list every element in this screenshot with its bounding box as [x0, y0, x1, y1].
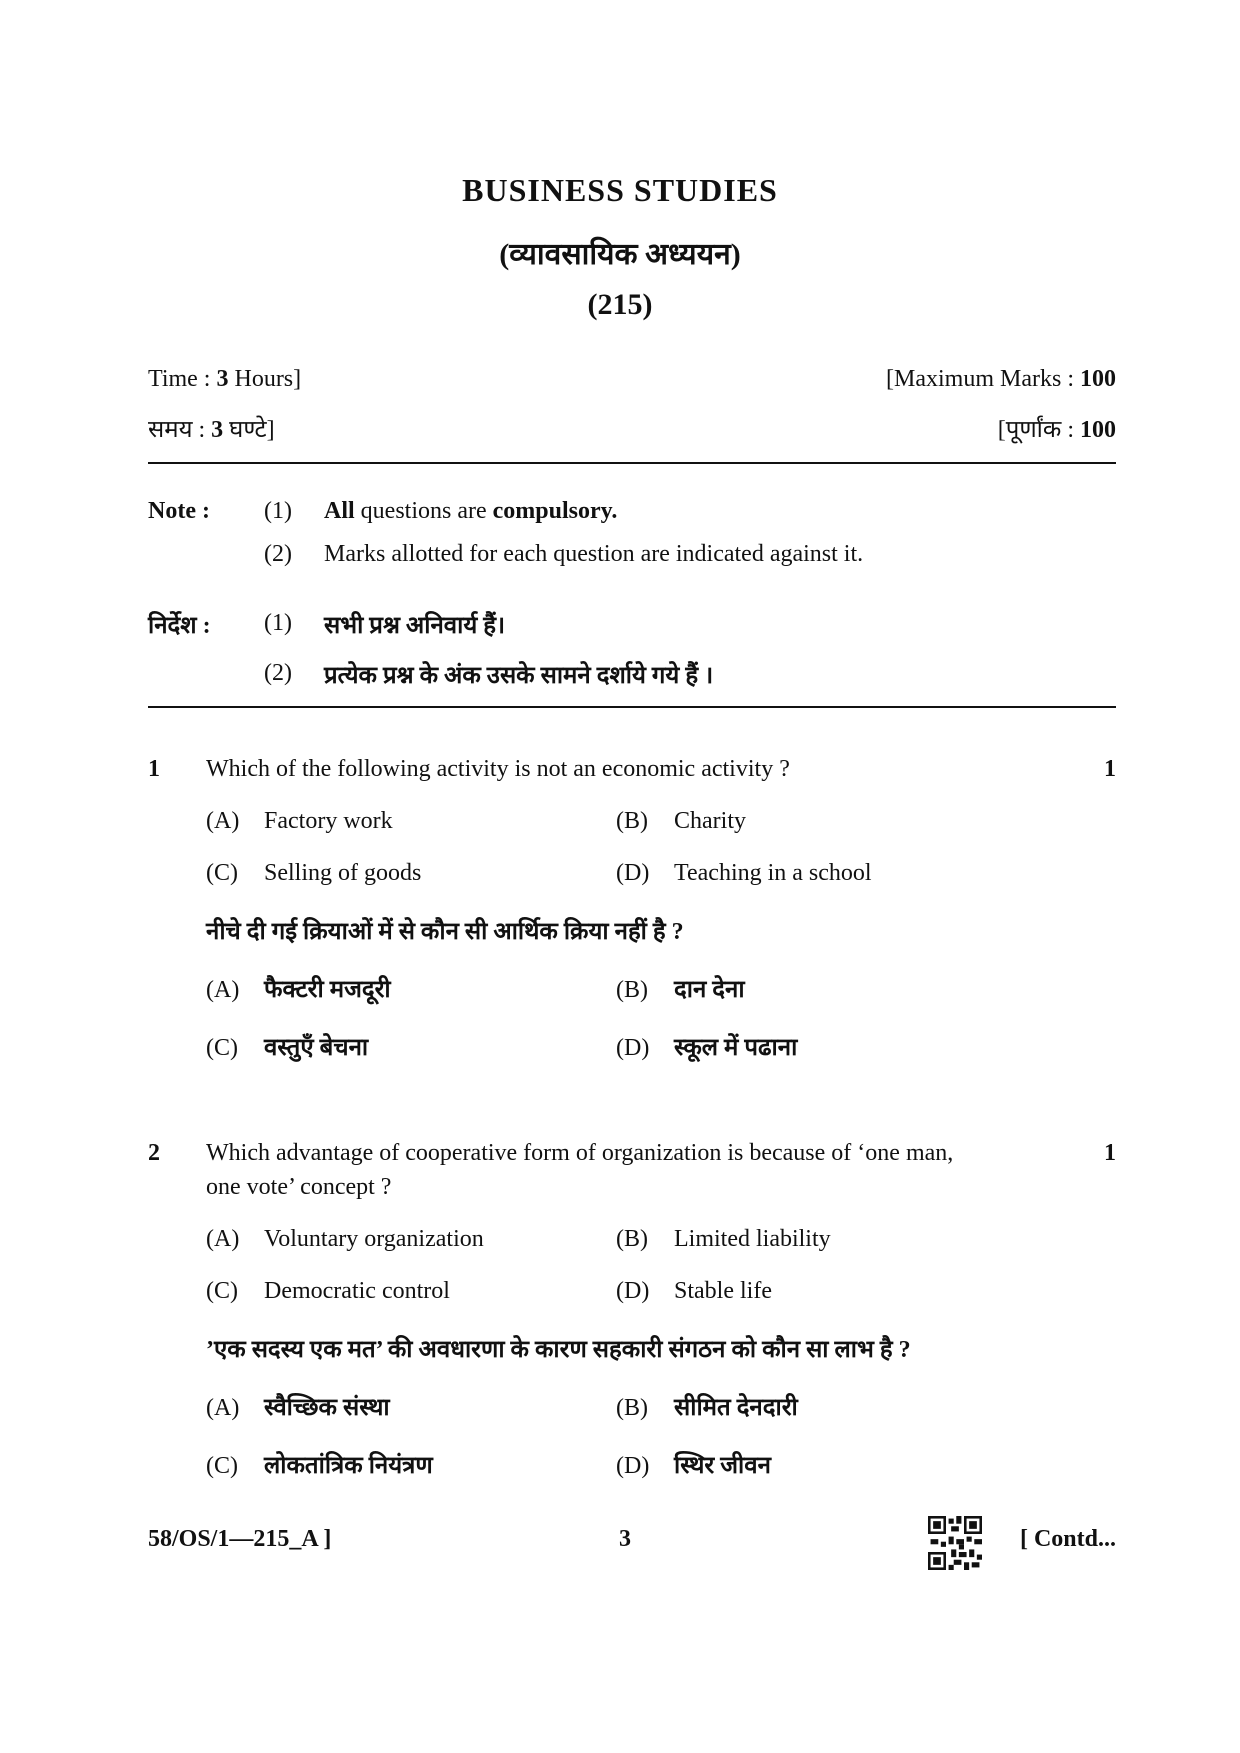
option-d-english: (D) Stable life: [616, 1278, 772, 1304]
note-hi-2-text: प्रत्येक प्रश्न के अंक उसके सामने दर्शाये गये हैं ।: [324, 663, 714, 689]
question-text-english: Which of the following activity is not an economic activity ?: [206, 756, 790, 782]
continued-label: [ Contd...: [1019, 1526, 1116, 1552]
note-label-hindi: निर्देश :: [148, 613, 211, 639]
option-d-hindi: (D) स्कूल में पढाना: [616, 1035, 798, 1061]
option-c-english: (C) Selling of goods: [206, 860, 422, 886]
note-hi-1-number: (1): [264, 610, 292, 636]
option-a-hindi: (A) स्वैच्छिक संस्था: [206, 1395, 390, 1421]
note-hi-2-number: (2): [264, 660, 292, 686]
option-c-hindi: (C) वस्तुएँ बेचना: [206, 1035, 369, 1061]
question-number: 1: [148, 756, 160, 782]
note-2-number: (2): [264, 541, 292, 567]
note-2-text: Marks allotted for each question are indicated against it.: [324, 541, 864, 567]
question-text-english-line-2: one vote’ concept ?: [206, 1174, 392, 1200]
question-number: 2: [148, 1140, 160, 1166]
note-hi-1-text: सभी प्रश्न अनिवार्य हैं।: [324, 613, 506, 639]
option-a-english: (A) Factory work: [206, 808, 393, 834]
note-label-english: Note :: [148, 498, 210, 524]
paper-code: 58/OS/1—215_A ]: [148, 1526, 332, 1552]
option-c-english: (C) Democratic control: [206, 1278, 450, 1304]
divider-notes: [148, 706, 1116, 708]
option-b-english: (B) Charity: [616, 808, 746, 834]
option-b-hindi: (B) दान देना: [616, 977, 745, 1003]
max-marks-english: [Maximum Marks : 100: [886, 366, 1116, 392]
time-hindi: समय : 3 घण्टे]: [148, 417, 275, 443]
question-text-hindi: ’एक सदस्य एक मत’ की अवधारणा के कारण सहकारी संगठन को कौन सा लाभ है ?: [206, 1337, 911, 1363]
option-a-english: (A) Voluntary organization: [206, 1226, 484, 1252]
page-subtitle-hindi: (व्यावसायिक अध्ययन): [499, 238, 741, 271]
note-1-text: All questions are compulsory.: [324, 498, 618, 524]
question-marks: 1: [1104, 756, 1116, 782]
divider-top: [148, 462, 1116, 464]
qr-code-icon: [928, 1516, 982, 1570]
option-d-english: (D) Teaching in a school: [616, 860, 872, 886]
max-marks-hindi: [पूर्णांक : 100: [997, 417, 1116, 443]
option-a-hindi: (A) फैक्टरी मजदूरी: [206, 977, 391, 1003]
page-number: 3: [619, 1526, 631, 1552]
question-text-hindi: नीचे दी गई क्रियाओं में से कौन सी आर्थिक क्रिया नहीं है ?: [206, 919, 684, 945]
option-c-hindi: (C) लोकतांत्रिक नियंत्रण: [206, 1453, 433, 1479]
note-1-number: (1): [264, 498, 292, 524]
option-b-english: (B) Limited liability: [616, 1226, 831, 1252]
page-title: BUSINESS STUDIES: [462, 172, 778, 208]
subject-code: (215): [587, 288, 653, 321]
option-b-hindi: (B) सीमित देनदारी: [616, 1395, 798, 1421]
time-english: Time : 3 Hours]: [148, 366, 302, 392]
question-marks: 1: [1104, 1140, 1116, 1166]
question-text-english-line-1: Which advantage of cooperative form of organization is because of ‘one man,: [206, 1140, 954, 1166]
option-d-hindi: (D) स्थिर जीवन: [616, 1453, 771, 1479]
